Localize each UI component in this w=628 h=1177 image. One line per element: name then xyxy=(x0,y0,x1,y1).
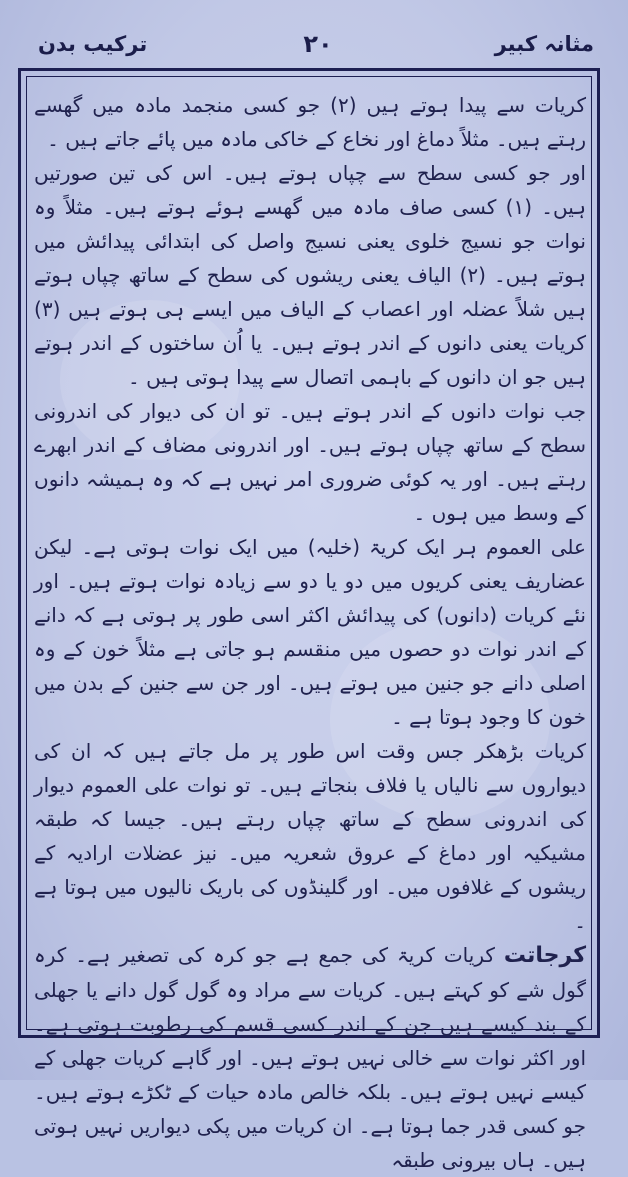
book-title: مثانہ کبیر xyxy=(494,32,594,56)
page-header xyxy=(28,28,608,68)
paragraph: جب نوات دانوں کے اندر ہوتے ہیں۔ تو ان کی دیوار کی اندرونی سطح کے ساتھ چپاں ہوتے ہیں۔ اور اندرونی مضاف کے اندر ابھرے رہتے ہیں۔ اور یہ کوئی ضروری امر نہیں ہے کہ وہ ہمیشہ دانوں کے وسط میں ہوں ۔ xyxy=(34,399,586,525)
paragraph: کریات سے پیدا ہوتے ہیں (۲) جو کسی منجمد مادہ میں گھسے رہتے ہیں۔ مثلاً دماغ اور نخاع کے خاکی مادہ میں پائے جاتے ہیں ۔ xyxy=(34,93,586,151)
body-text xyxy=(34,88,587,1172)
page-number: ۲۰ xyxy=(303,30,333,58)
paragraph: کریات بڑھکر جس وقت اس طور پر مل جاتے ہیں کہ ان کی دیواروں سے نالیاں یا فلاف بنجاتے ہیں۔ تو نوات علی العموم دیوار کی اندرونی سطح کے ساتھ چپاں رہتے ہیں۔ جیسا کہ طبقہ مشیکیہ اور دماغ کے عروق شعریہ میں۔ نیز عضلات ارادیہ کے ریشوں کے غلافوں میں۔ اور گلینڈوں کی باریک نالیوں میں ہوتا ہے ۔ xyxy=(34,739,586,933)
paragraph: علی العموم ہر ایک کریۃ (خلیہ) میں ایک نوات ہوتی ہے۔ لیکن عضاریف یعنی کریوں میں دو یا دو سے زیادہ نوات ہوتے ہیں۔ اور نئے کریات (دانوں) کی پیدائش اکثر اسی طور پر ہوتی ہے کہ دانے کے اندر نوات دو حصوں میں منقسم ہو جاتی ہے مثلاً خون کے وہ اصلی دانے جو جنین میں ہوتے ہیں۔ اور جن سے جنین کے بدن میں خون کا وجود ہوتا ہے ۔ xyxy=(34,535,586,729)
section-paragraph xyxy=(34,938,586,1177)
paragraph: اور جو کسی سطح سے چپاں ہوتے ہیں۔ اس کی تین صورتیں ہیں۔ (۱) کسی صاف مادہ میں گھسے ہوئے ہوتے ہیں۔ مثلاً وہ نوات جو نسیج خلوی یعنی نسیج واصل کی ابتدائی پیدائش میں ہوتے ہیں۔ (۲) الیاف یعنی ریشوں کی سطح کے ساتھ چپاں ہوتے ہیں شلاً عضلہ اور اعصاب کے الیاف میں ایسے ہی ہوتے ہیں (۳) کریات یعنی دانوں کے اندر ہوتے ہیں۔ یا اُن ساختوں کے اندر ہوتے ہیں جو ان دانوں کے باہمی اتصال سے پیدا ہوتی ہیں ۔ xyxy=(34,161,587,389)
chapter-title: ترکیب بدن xyxy=(38,32,148,56)
paragraph-text: کریات کریۃ کی جمع ہے جو کرہ کی تصغیر ہے۔ کرہ گول شے کو کہتے ہیں۔ کریات سے مراد وہ گول گول دانے یا جھلی کے بند کیسے ہیں جن کے اندر کسی قسم کی رطوبت ہوتی ہے۔ اور اکثر نوات سے خالی نہیں ہوتے ہیں۔ اور گاہے کریات جھلی کے کیسے نہیں ہوتے ہیں۔ بلکہ خالص مادہ حیات کے ٹکڑے ہوتے ہیں۔ جو کسی قدر جما ہوتا ہے۔ ان کریات میں پکی دیواریں نہیں ہوتی ہیں۔ ہاں بیرونی طبقہ xyxy=(34,943,586,1172)
section-heading: کرجاتت xyxy=(503,943,587,968)
